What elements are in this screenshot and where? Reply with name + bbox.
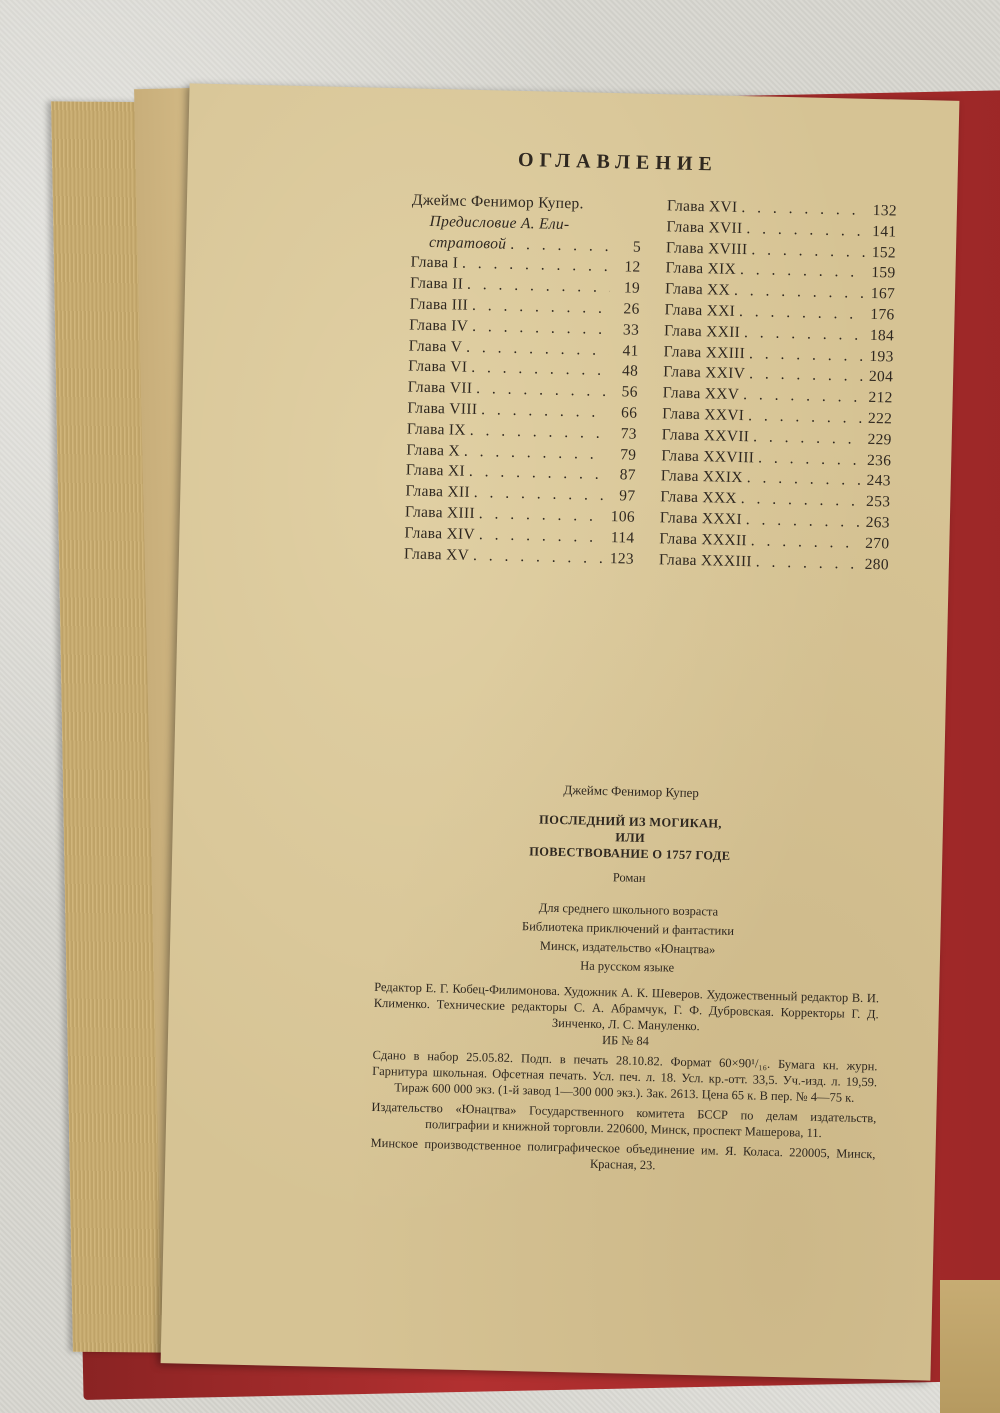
preface-title-line1: Предисловие А. Ели- xyxy=(429,212,570,233)
toc-entry-label: Глава XXXIII xyxy=(658,550,753,570)
imprint-audience: Для среднего школьного возраста xyxy=(538,900,719,919)
toc-entry-page: 212 xyxy=(868,389,893,407)
toc-entry-page: 132 xyxy=(872,201,898,220)
toc-entry-label: Глава X xyxy=(406,441,461,460)
imprint-title-3: ПОВЕСТВОВАНИЕ О 1757 ГОДЕ xyxy=(529,844,731,863)
toc-entry-label: Глава XXIX xyxy=(660,467,744,487)
toc-entry-label: Глава XVIII xyxy=(665,238,748,258)
toc-entry-label: Глава VI xyxy=(408,357,468,377)
toc-entry-label: Глава XVII xyxy=(666,218,743,237)
toc-entry-page: 159 xyxy=(871,264,896,282)
toc-entry-page: 41 xyxy=(622,341,639,360)
preface-title-line2: стратовой xyxy=(428,233,507,253)
toc-entry-label: Глава XIX xyxy=(665,259,737,279)
toc-entry-page: 56 xyxy=(621,383,638,401)
toc-entry-page: 152 xyxy=(871,243,897,262)
toc-entry-page: 12 xyxy=(624,258,641,277)
imprint-publisher: Минск, издательство «Юнацтва» xyxy=(539,938,716,957)
imprint-publisher-address: Издательство «Юнацтва» Государственного комитета БССР по делам издательств, полиграфии и книжной торговли. 220600, Минск, проспект Машерова, 11. xyxy=(371,1099,877,1141)
toc-entry-label: Глава XXXII xyxy=(659,529,748,549)
imprint-ib: ИБ № 84 xyxy=(601,1033,650,1049)
toc-entry-label: Глава XVI xyxy=(666,197,738,216)
toc-entry-page: 229 xyxy=(867,430,892,449)
toc-entry-label: Глава II xyxy=(409,274,464,293)
toc-entry-label: Глава XV xyxy=(403,544,470,564)
facing-page-edge xyxy=(940,1280,1000,1413)
toc-entry-page: 106 xyxy=(610,508,636,526)
toc-entry-page: 79 xyxy=(620,445,637,464)
imprint-print-info: Сдано в набор 25.05.82. Подп. в печать 28.10.82. Формат 60×90¹/₁₆. Бумага кн. журн. Гарнитура школьная. Офсетная печать. Усл. печ. л. 18. Усл. кр.-отт. 33,5. Уч.-изд. л. 19,59. Тираж 600 000 экз. (1-й завод 1—300 000 экз.). Зак. 2613. Цена 65 к. В пер. № 4—75 к. xyxy=(372,1047,878,1105)
toc-entry-label: Глава XX xyxy=(664,280,731,299)
toc-entry-label: Глава XXIV xyxy=(662,363,746,383)
toc-entry-label: Глава XXVI xyxy=(662,405,745,425)
toc-entry-page: 66 xyxy=(620,404,638,422)
toc-entry-label: Глава I xyxy=(410,253,459,272)
imprint-title-1: ПОСЛЕДНИЙ ИЗ МОГИКАН, xyxy=(538,812,722,831)
toc-entry-page: 73 xyxy=(620,425,637,443)
toc-entry-page: 141 xyxy=(872,222,897,241)
toc-entry-page: 263 xyxy=(865,513,891,532)
toc-entry-label: Глава XI xyxy=(405,461,466,481)
toc-entry-page: 204 xyxy=(868,368,894,386)
toc-entry-label: Глава V xyxy=(408,337,463,356)
toc-entry-label: Глава XXI xyxy=(664,301,736,320)
imprint-genre: Роман xyxy=(612,870,646,885)
toc-entry-page: 33 xyxy=(622,321,640,339)
toc-entry-label: Глава XII xyxy=(405,482,471,502)
toc-entry-label: Глава XXVIII xyxy=(661,446,755,466)
toc-entry-page: 114 xyxy=(610,528,635,547)
toc-entry-label: Глава XXXI xyxy=(659,509,743,529)
toc-entry-label: Глава IX xyxy=(406,420,467,439)
imprint-series: Библиотека приключений и фантастики xyxy=(521,919,735,938)
toc-entry-label: Глава VII xyxy=(407,378,473,398)
toc-entry-label: Глава VIII xyxy=(407,399,478,419)
toc-entry-page: 253 xyxy=(865,493,891,511)
book-page xyxy=(161,83,960,1380)
toc-entry-label: Глава XXX xyxy=(660,488,738,508)
imprint-credits: Редактор Е. Г. Кобец-Филимонова. Художник А. К. Шеверов. Художественный редактор В. И. Клименко. Технические редакторы С. А. Абрамчук, Г. Ф. Дубровская. Корректоры Г. Д. Зинченко, Л. С. Мануленко. xyxy=(373,979,880,1034)
toc-entry-page: 167 xyxy=(870,285,896,303)
preface-author: Джеймс Фенимор Купер. xyxy=(411,191,584,213)
toc-entry xyxy=(659,550,889,576)
imprint-title-2: ИЛИ xyxy=(615,830,646,845)
toc-heading: ОГЛАВЛЕНИЕ xyxy=(517,148,719,176)
imprint-printer-address: Минское производственное полиграфическое объединение им. Я. Коласа. 220005, Минск, Красная, 23. xyxy=(370,1135,876,1173)
toc-entry-page: 270 xyxy=(865,534,890,553)
imprint-block xyxy=(370,778,884,1178)
toc-entry xyxy=(404,544,634,570)
toc-entry-page: 193 xyxy=(869,347,894,366)
toc-entry-label: Глава IV xyxy=(409,316,469,335)
toc-entry-label: Глава XIII xyxy=(404,503,476,522)
toc-entry-page: 176 xyxy=(870,305,895,324)
toc-entry-page: 26 xyxy=(623,300,640,318)
toc-entry-label: Глава XIV xyxy=(404,524,476,543)
toc-entry-page: 236 xyxy=(866,451,892,470)
toc-entry-page: 48 xyxy=(621,362,639,381)
toc-entry-page: 87 xyxy=(619,466,637,485)
toc-entry-page: 123 xyxy=(609,549,635,568)
preface-page: 5 xyxy=(632,238,642,256)
toc-left-column xyxy=(404,191,642,570)
toc-entry-page: 243 xyxy=(866,472,891,490)
toc-entry-label: Глава XXV xyxy=(662,384,740,404)
imprint-language: На русском языке xyxy=(580,958,675,975)
toc-preface xyxy=(411,191,642,259)
imprint-author: Джеймс Фенимор Купер xyxy=(563,782,700,801)
toc-entry-label: Глава III xyxy=(409,295,469,314)
toc-entry-page: 280 xyxy=(864,555,890,573)
toc-entry-page: 19 xyxy=(623,279,641,297)
toc-entry-label: Глава XXIII xyxy=(663,342,746,362)
toc-entry-label: Глава XXVII xyxy=(661,426,750,445)
toc-entry-page: 222 xyxy=(867,409,893,428)
toc-entry-page: 184 xyxy=(869,326,895,345)
toc-entry-page: 97 xyxy=(619,487,636,505)
toc-entry-label: Глава XXII xyxy=(663,322,741,341)
toc-right-column xyxy=(659,196,897,575)
